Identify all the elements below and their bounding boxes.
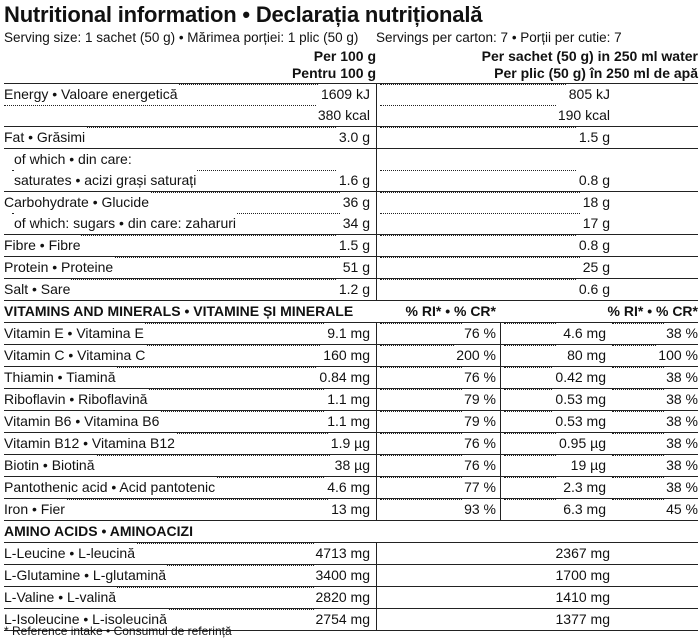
leader-dots [380,279,580,280]
leader-dots [4,105,340,106]
per-sachet-ri: 38 % [664,389,698,410]
per-sachet-value: 0.53 mg [553,411,606,432]
nutrient-row [4,278,698,300]
vitamin-row [4,498,698,520]
column-divider [376,257,377,278]
column-divider [500,477,501,498]
per-sachet-value: 0.53 mg [553,389,606,410]
per-100g-value: 0.84 mg [317,367,370,388]
column-divider [376,235,377,256]
amino-label: L-Leucine • L-leucină [4,543,136,564]
column-divider [500,455,501,476]
nutrient-row [4,148,698,170]
leader-dots [612,433,668,434]
column-divider [376,543,377,564]
per-sachet-value: 2.3 mg [561,477,606,498]
per-100g-value: 1609 kJ [319,84,370,105]
per-100g-header [292,48,376,82]
per-100g-value: 4713 mg [314,543,370,564]
leader-dots [612,499,668,500]
per-100g-header-line2: Pentru 100 g [291,65,376,81]
vitamin-row [4,344,698,366]
leader-dots [380,455,466,456]
column-divider [376,499,377,520]
nutrient-row [4,105,698,126]
per-100g-ri: 77 % [462,477,496,498]
per-100g-ri: 79 % [462,411,496,432]
servings-per-carton: Servings per carton: 7 • Porții per cutie: 7 [376,30,622,45]
column-divider [500,411,501,432]
leader-dots [380,235,580,236]
per-sachet-value: 25 g [581,257,610,278]
vitamins-header [4,300,698,322]
column-divider [376,345,377,366]
per-100g-value: 4.6 mg [325,477,370,498]
per-100g-value: 1.5 g [337,235,370,256]
nutrient-row [4,126,698,148]
leader-dots [612,367,668,368]
nutrient-label: Fat • Grăsimi [4,127,86,148]
vitamin-row [4,454,698,476]
per-100g-ri: 200 % [454,345,496,366]
nutrient-row [4,256,698,278]
column-divider [376,149,377,170]
leader-dots [504,411,556,412]
per-sachet-value: 805 kJ [567,84,610,105]
leader-dots [380,499,466,500]
per-100g-header-line1: Per 100 g [313,48,376,64]
leader-dots [504,345,556,346]
leader-dots [612,455,668,456]
leader-dots [380,411,466,412]
amino-row [4,564,698,586]
leader-dots [380,127,580,128]
per-sachet-value: 190 kcal [556,105,610,126]
column-divider [376,565,377,586]
leader-dots [380,257,580,258]
nutrient-row [4,170,698,191]
per-sachet-value: 17 g [581,213,610,234]
leader-dots [380,477,466,478]
vitamin-label: Vitamin B12 • Vitamina B12 [4,433,176,454]
per-sachet-ri: 38 % [664,433,698,454]
leader-dots [504,455,556,456]
nutrient-label: Protein • Proteine [4,257,114,278]
column-divider [376,455,377,476]
leader-dots [612,323,668,324]
per-100g-ri: 76 % [462,455,496,476]
per-sachet-value: 1410 mg [554,587,610,608]
column-divider [500,323,501,344]
per-100g-value: 3400 mg [314,565,370,586]
nutrient-label: of which: sugars • din care: zaharuri [14,213,237,234]
amino-label: L-Valine • L-valină [4,587,117,608]
vitamin-row [4,366,698,388]
per-sachet-value: 19 µg [569,455,606,476]
column-divider [376,84,377,105]
per-sachet-value: 18 g [581,192,610,213]
nutrient-row [4,234,698,256]
nutrient-row [4,213,698,234]
per-100g-value: 9.1 mg [325,323,370,344]
column-divider [376,477,377,498]
amino-label: L-Isoleucine • L-isoleucină [4,609,168,630]
leader-dots [380,105,580,106]
nutrient-row [4,191,698,213]
nutrition-panel [4,2,698,638]
per-sachet-ri: 38 % [664,477,698,498]
per-sachet-header-line1: Per sachet (50 g) in 250 ml water [481,48,698,64]
per-100g-value: 1.2 g [337,279,370,300]
per-100g-value: 36 g [341,192,370,213]
vitamin-label: Riboflavin • Riboflavină [4,389,148,410]
per-sachet-value: 80 mg [565,345,606,366]
vitamin-row [4,432,698,454]
column-divider [376,170,377,191]
amino-row [4,586,698,608]
vitamin-label: Vitamin E • Vitamina E [4,323,145,344]
per-sachet-ri: 38 % [664,367,698,388]
nutrient-label: Carbohydrate • Glucide [4,192,150,213]
nutrient-label: Energy • Valoare energetică [4,84,179,105]
per-100g-value: 1.1 mg [325,411,370,432]
column-divider [500,345,501,366]
per-100g-value: 1.9 µg [329,433,370,454]
ri-header: % RI* • % CR* [607,303,698,319]
nutrient-row [4,83,698,105]
per-100g-value: 38 µg [333,455,370,476]
column-headers [4,47,698,83]
footnote: * Reference intake • Consumul de referință [4,624,232,638]
per-sachet-value: 1377 mg [554,609,610,630]
vitamin-row [4,388,698,410]
per-sachet-value: 0.42 mg [553,367,606,388]
per-100g-value: 51 g [341,257,370,278]
per-sachet-ri: 38 % [664,323,698,344]
per-100g-value: 2820 mg [314,587,370,608]
panel-title: Nutritional information • Declarația nutrițională [4,2,483,27]
per-sachet-value: 4.6 mg [561,323,606,344]
column-divider [500,499,501,520]
column-divider [500,367,501,388]
column-divider [500,389,501,410]
per-100g-ri: 76 % [462,433,496,454]
per-100g-value: 1.6 g [337,170,370,191]
leader-dots [504,499,556,500]
leader-dots [380,323,466,324]
leader-dots [380,192,580,193]
leader-dots [612,477,668,478]
column-divider [376,213,377,234]
nutrition-table [4,83,698,631]
per-100g-ri: 76 % [462,367,496,388]
vitamin-label: Biotin • Biotină [4,455,96,476]
column-divider [376,323,377,344]
column-divider [376,433,377,454]
column-divider [376,279,377,300]
per-100g-value: 13 mg [329,499,370,520]
column-divider [376,411,377,432]
section-title: AMINO ACIDS • AMINOACIZI [4,523,193,539]
column-divider [376,587,377,608]
nutrient-label: Fibre • Fibre [4,235,81,256]
vitamin-row [4,322,698,344]
per-100g-value: 2754 mg [314,609,370,630]
amino-row [4,542,698,564]
amino-header [4,520,698,542]
amino-label: L-Glutamine • L-glutamină [4,565,167,586]
per-sachet-header-line2: Per plic (50 g) în 250 ml de apă [494,65,698,81]
per-sachet-ri: 38 % [664,411,698,432]
per-sachet-ri: 100 % [656,345,698,366]
per-100g-value: 34 g [341,213,370,234]
vitamin-label: Thiamin • Tiamină [4,367,117,388]
nutrient-label: of which • din care: [14,149,133,170]
per-100g-value: 160 mg [321,345,370,366]
per-sachet-ri: 38 % [664,455,698,476]
per-100g-value: 380 kcal [316,105,370,126]
vitamin-label: Pantothenic acid • Acid pantotenic [4,477,216,498]
per-100g-value: 1.1 mg [325,389,370,410]
column-divider [376,609,377,630]
column-divider [376,105,377,126]
leader-dots [380,213,580,214]
per-sachet-value: 0.95 µg [557,433,606,454]
vitamin-label: Vitamin B6 • Vitamina B6 [4,411,160,432]
leader-dots [380,433,466,434]
leader-dots [380,389,466,390]
column-divider [376,367,377,388]
column-divider [376,192,377,213]
leader-dots [504,389,556,390]
per-sachet-value: 6.3 mg [561,499,606,520]
nutrient-label: saturates • acizi grași saturați [14,170,197,191]
leader-dots [504,477,556,478]
serving-size: Serving size: 1 sachet (50 g) • Mărimea porției: 1 plic (50 g) [4,30,359,45]
leader-dots [504,433,556,434]
vitamin-label: Iron • Fier [4,499,66,520]
per-sachet-header [482,48,698,82]
ri-header: % RI* • % CR* [405,303,496,319]
leader-dots [380,367,466,368]
serving-info [4,29,698,47]
per-100g-ri: 93 % [462,499,496,520]
leader-dots [380,84,580,85]
per-sachet-value: 0.8 g [577,170,610,191]
per-sachet-ri: 45 % [664,499,698,520]
per-100g-value: 3.0 g [337,127,370,148]
per-sachet-value: 1700 mg [554,565,610,586]
per-100g-ri: 79 % [462,389,496,410]
leader-dots [612,389,668,390]
vitamin-row [4,476,698,498]
per-sachet-value: 2367 mg [554,543,610,564]
per-sachet-value: 1.5 g [577,127,610,148]
leader-dots [504,323,556,324]
section-title: VITAMINS AND MINERALS • VITAMINE ȘI MINERALE [4,303,354,319]
per-100g-ri: 76 % [462,323,496,344]
vitamin-row [4,410,698,432]
per-sachet-value: 0.8 g [577,235,610,256]
leader-dots [380,170,580,171]
leader-dots [612,411,668,412]
column-divider [500,433,501,454]
vitamin-label: Vitamin C • Vitamina C [4,345,146,366]
nutrient-label: Salt • Sare [4,279,71,300]
column-divider [376,389,377,410]
column-divider [376,127,377,148]
leader-dots [504,367,556,368]
per-sachet-value: 0.6 g [577,279,610,300]
leader-dots [380,345,466,346]
